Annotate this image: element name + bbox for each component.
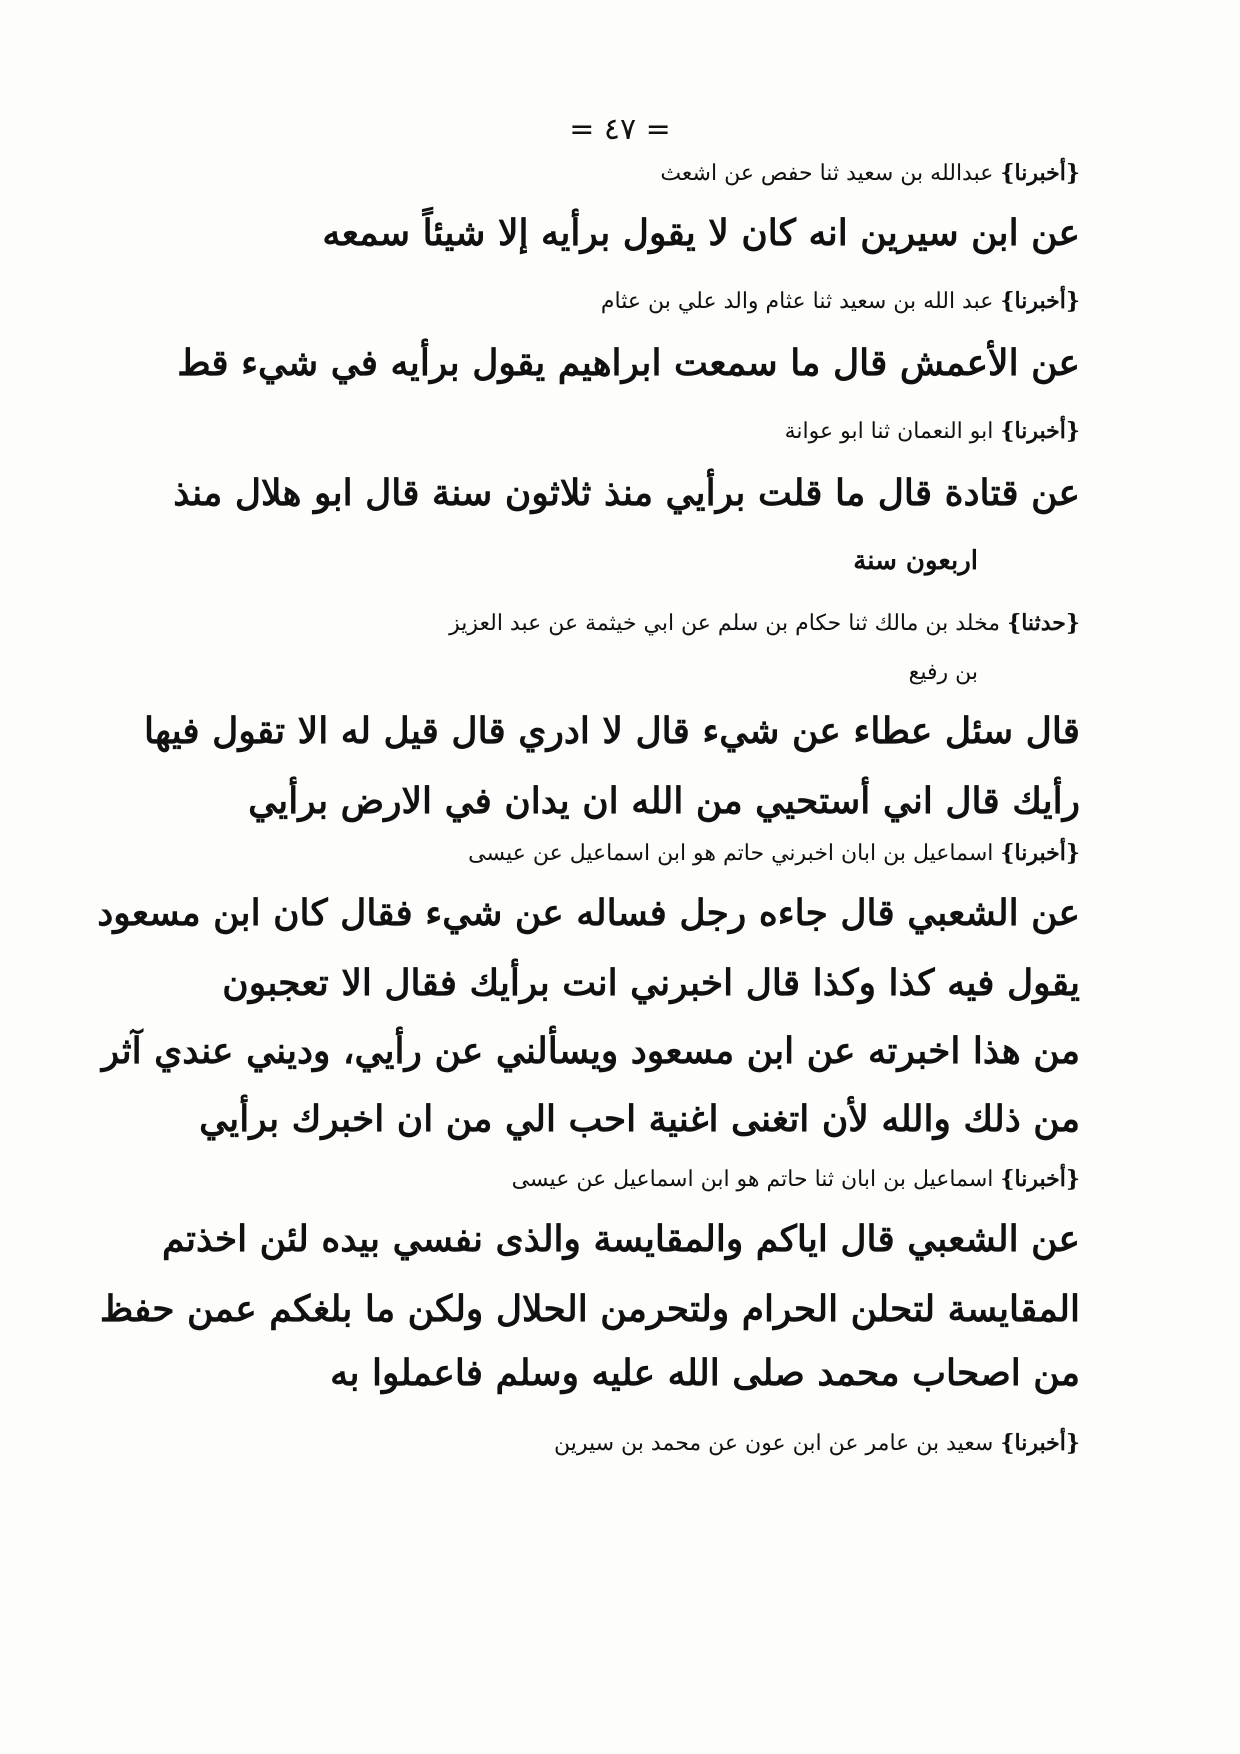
matn-line: عن الأعمش قال ما سمعت ابراهيم يقول برأيه في شيء قط — [177, 342, 1080, 384]
isnad-text: مخلد بن مالك ثنا حكام بن سلم عن ابي خيثمة عن عبد العزيز — [449, 611, 1001, 636]
isnad-text: ابو النعمان ثنا ابو عوانة — [784, 419, 994, 444]
isnad-line — [468, 840, 1080, 866]
isnad-line — [449, 610, 1080, 636]
matn-line: من ذلك والله لأن اتغنى اغنية احب الي من ان اخبرك برأيي — [199, 1098, 1080, 1140]
isnad-line — [601, 288, 1080, 314]
continuation-line: بن رفيع — [908, 660, 978, 685]
matn-line: عن الشعبي قال اياكم والمقايسة والذى نفسي بيده لئن اخذتم — [162, 1218, 1080, 1260]
isnad-tag: {حدثنا} — [1007, 610, 1080, 636]
matn-line: رأيك قال اني أستحيي من الله ان يدان في الارض برأيي — [248, 780, 1080, 822]
isnad-tag: {أخبرنا} — [1000, 1166, 1080, 1192]
page-number: = ٤٧ = — [569, 112, 671, 147]
isnad-text: عبد الله بن سعيد ثنا عثام والد علي بن عثام — [600, 289, 994, 314]
isnad-tag: {أخبرنا} — [1000, 840, 1080, 866]
matn-line: المقايسة لتحلن الحرام ولتحرمن الحلال ولكن ما بلغكم عمن حفظ — [99, 1288, 1080, 1330]
matn-line: عن الشعبي قال جاءه رجل فساله عن شيء فقال كان ابن مسعود — [97, 892, 1080, 934]
isnad-line — [660, 160, 1080, 186]
isnad-tag: {أخبرنا} — [1000, 288, 1080, 314]
matn-line: من هذا اخبرته عن ابن مسعود ويسألني عن رأيي، وديني عندي آثر — [101, 1030, 1080, 1072]
isnad-text: اسماعيل بن ابان اخبرني حاتم هو ابن اسماعيل عن عيسى — [468, 841, 994, 866]
isnad-line — [785, 418, 1080, 444]
isnad-text: عبدالله بن سعيد ثنا حفص عن اشعث — [660, 161, 994, 186]
matn-line: عن ابن سيرين انه كان لا يقول برأيه إلا شيئاً سمعه — [322, 212, 1080, 254]
isnad-tag: {أخبرنا} — [1000, 160, 1080, 186]
matn-line: عن قتادة قال ما قلت برأيي منذ ثلاثون سنة قال ابو هلال منذ — [173, 472, 1080, 514]
matn-line: يقول فيه كذا وكذا قال اخبرني انت برأيك فقال الا تعجبون — [222, 962, 1080, 1004]
isnad-text: اسماعيل بن ابان ثنا حاتم هو ابن اسماعيل عن عيسى — [511, 1167, 994, 1192]
isnad-line — [554, 1430, 1080, 1456]
matn-line: من اصحاب محمد صلى الله عليه وسلم فاعملوا به — [330, 1352, 1080, 1394]
isnad-line — [512, 1166, 1080, 1192]
isnad-text: سعيد بن عامر عن ابن عون عن محمد بن سيرين — [553, 1431, 994, 1456]
isnad-tag: {أخبرنا} — [1000, 1430, 1080, 1456]
continuation-line: اربعون سنة — [853, 546, 978, 576]
isnad-tag: {أخبرنا} — [1000, 418, 1080, 444]
matn-line: قال سئل عطاء عن شيء قال لا ادري قال قيل له الا تقول فيها — [144, 710, 1080, 752]
